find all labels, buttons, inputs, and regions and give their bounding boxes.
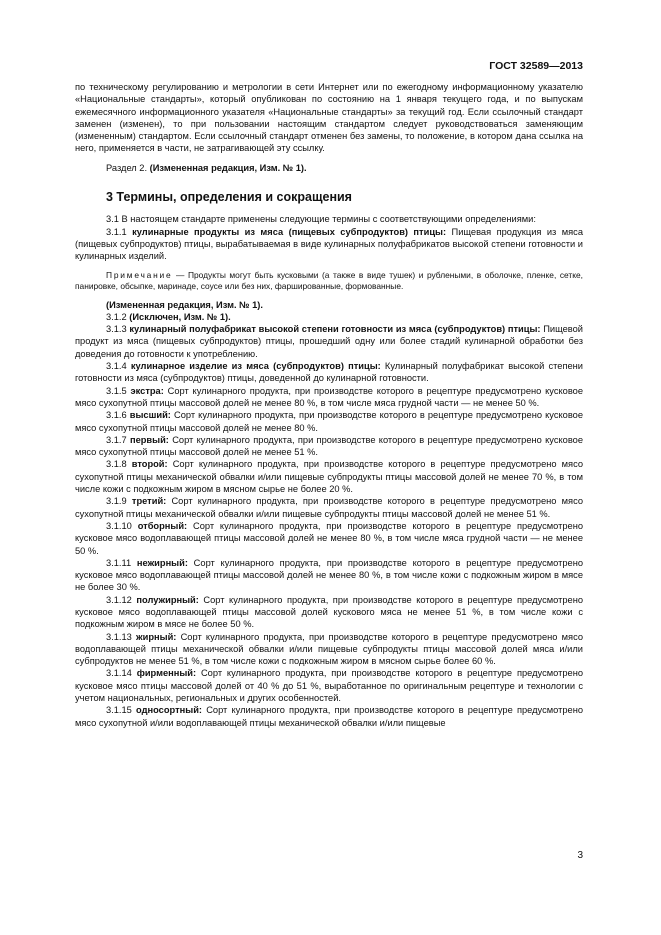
clause-3-1-2: 3.1.2 (Исключен, Изм. № 1). — [106, 311, 231, 322]
section-title: 3 Термины, определения и сокращения — [106, 190, 352, 205]
clause-3-1-11: 3.1.11 нежирный: Сорт кулинарного продукта, при производстве которого в рецептуре предусмотрено кусковое мясо водоплавающей птицы массовой долей не менее 80 %, в том числе кожи с подкожным жиром в мясе не более 30 %. — [75, 557, 584, 593]
clause-note: Примечание — Продукты могут быть кусковыми (а также в виде тушек) и рублеными, в оболочке, пленке, сетке, панировке, обсыпке, маринаде, соусе или без них, фаршированные, формованные. — [75, 269, 583, 291]
intro-paragraph: по техническому регулированию и метрологии в сети Интернет или по ежегодному информационному указателю «Национальные стандарты», который опубликован по состоянию на 1 января текущего года, и по выпускам ежемесячного информационного указателя «Национальные стандарты» за текущий год. Если ссылочный стандарт заменен (изменен), то при пользовании настоящим стандартом следует руководствоваться заменяющим (измененным) стандартом. Если ссылочный стандарт отменен без замены, то положение, в котором дана ссылка на него, применяется в части, не затрагивающей эту ссылку. — [75, 82, 583, 154]
clause-3-1-1: 3.1.1 кулинарные продукты из мяса (пищевых субпродуктов) птицы: Пищевая продукция из мяса (пищевых субпродуктов) птицы, вырабатываемая в виде кулинарных полуфабрикатов высокой степени готовности и кулинарных изделий. — [75, 226, 583, 262]
clause-3-1-15: 3.1.15 односортный: Сорт кулинарного продукта, при производстве которого в рецептуре предусмотрено мясо сухопутной и/или водоплавающей птицы механической обвалки и/или пищевые — [75, 705, 584, 728]
clause-3-1-4: 3.1.4 кулинарное изделие из мяса (субпродуктов) птицы: Кулинарный полуфабрикат высокой степени готовности из мяса (субпродуктов) птицы, доведенной до кулинарной готовности. — [75, 361, 583, 384]
clause-3-1-9: 3.1.9 третий: Сорт кулинарного продукта, при производстве которого в рецептуре предусмотрено мясо сухопутной птицы механической обвалки и/или пищевые субпродукты птицы массовой долей не менее 51 %. — [75, 496, 583, 519]
clause-3-1-3: 3.1.3 кулинарный полуфабрикат высокой степени готовности из мяса (субпродуктов) птицы: Пищевой продукт из мяса (пищевых субпродуктов) птицы, прошедший одну или более стадий кулинарной обработки без доведения до готовности к употреблению. — [75, 324, 584, 359]
clause-3-1-10: 3.1.10 отборный: Сорт кулинарного продукта, при производстве которого в рецептуре предусмотрено кусковое мясо водоплавающей птицы массовой долей не менее 80 %, в том числе мяса грудной части — не менее 50 %. — [75, 520, 583, 556]
clause-3-1-8: 3.1.8 второй: Сорт кулинарного продукта, при производстве которого в рецептуре предусмотрено мясо сухопутной птицы механической обвалки и/или пищевые субпродукты птицы массовой долей не менее 70 %, в том числе кожи с подкожным жиром в мясном сырье не более 20 %. — [75, 459, 583, 495]
amendment-1: (Измененная редакция, Изм. № 1). — [106, 299, 263, 310]
document-body — [75, 81, 583, 729]
clause-3-1-14: 3.1.14 фирменный: Сорт кулинарного продукта, при производстве которого в рецептуре предусмотрено кусковое мясо птицы массовой долей от 40 % до 51 %, выработанное по оригинальным рецептуре и технологии с учетом национальных, региональных и других особенностей. — [75, 668, 583, 704]
page-number: 3 — [577, 850, 583, 861]
clause-3-1-12: 3.1.12 полужирный: Сорт кулинарного продукта, при производстве которого в рецептуре предусмотрено кусковое мясо водоплавающей птицы массовой долей кускового мяса не менее 51 %, в том числе кожи с подкожным жиром в мясе не более 50 %. — [75, 594, 584, 630]
document-code: ГОСТ 32589—2013 — [489, 60, 583, 72]
clause-3-1-13: 3.1.13 жирный: Сорт кулинарного продукта, при производстве которого в рецептуре предусмотрено мясо водоплавающей птицы механической обвалки и/или пищевые субпродукты птицы массовой долей мяса и/или субпродуктов не менее 51 %, в том числе кожи с подкожным жиром в мясном сырье более 60 %. — [75, 631, 583, 667]
section2-amendment: Раздел 2. (Измененная редакция, Изм. № 1). — [106, 162, 307, 173]
clause-3-1-5: 3.1.5 экстра: Сорт кулинарного продукта, при производстве которого в рецептуре предусмотрено кусковое мясо сухопутной птицы массовой долей не менее 80 %, в том числе мяса грудной части — не менее 50 %. — [75, 385, 584, 408]
clause-3-1: 3.1 В настоящем стандарте применены следующие термины с соответствующими определениями: — [106, 214, 536, 225]
clause-3-1-7: 3.1.7 первый: Сорт кулинарного продукта, при производстве которого в рецептуре предусмотрено кусковое мясо сухопутной птицы массовой долей не менее 51 %. — [75, 434, 583, 458]
clause-3-1-6: 3.1.6 высший: Сорт кулинарного продукта, при производстве которого в рецептуре предусмотрено кусковое мясо сухопутной птицы массовой долей не менее 80 %. — [75, 410, 584, 433]
